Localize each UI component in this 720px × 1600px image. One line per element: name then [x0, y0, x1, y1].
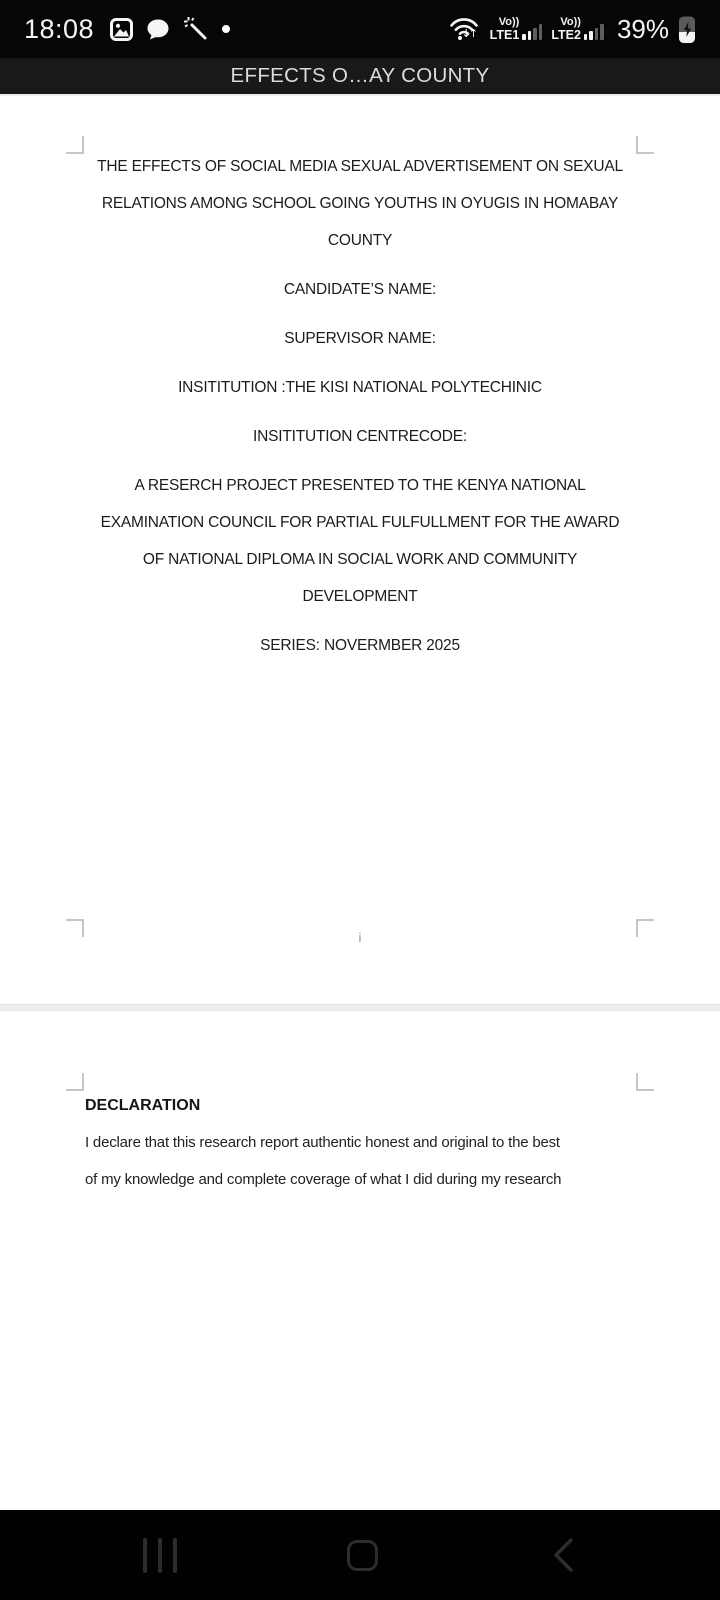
document-page-1	[0, 96, 720, 1004]
text-line: of my knowledge and complete coverage of what I did during my research	[85, 1171, 562, 1188]
page-break-gap	[0, 1004, 720, 1011]
text-line: I declare that this research report authentic honest and original to the best	[85, 1134, 560, 1151]
wifi-icon	[449, 16, 481, 42]
text-line: OF NATIONAL DIPLOMA IN SOCIAL WORK AND COMMUNITY	[142, 551, 578, 568]
project-statement	[0, 467, 720, 615]
sim1-network-labels	[490, 17, 520, 42]
notification-dot-icon	[222, 25, 230, 33]
back-button[interactable]	[550, 1537, 576, 1573]
sim1-volte-label: Vo))	[498, 15, 520, 28]
battery-percent: 39%	[616, 13, 669, 44]
text-line: THE EFFECTS OF SOCIAL MEDIA SEXUAL ADVERTISEMENT ON SEXUAL	[97, 158, 623, 175]
supervisor-name-line	[0, 320, 720, 357]
recents-bar-icon	[143, 1538, 147, 1573]
sim2-signal-icon	[584, 24, 604, 40]
sim1-network	[490, 17, 543, 42]
battery-charging-icon	[678, 14, 696, 44]
home-button[interactable]	[347, 1540, 378, 1571]
wifi-traffic-arrows: ↓↑	[461, 27, 477, 40]
text-line: EXAMINATION COUNCIL FOR PARTIAL FULFULLMENT FOR THE AWARD	[100, 514, 620, 531]
recents-bar-icon	[173, 1538, 177, 1573]
sim1-signal-icon	[522, 24, 542, 40]
document-scroll-area[interactable]	[0, 94, 720, 1510]
system-status-icons	[449, 14, 696, 45]
status-bar	[0, 0, 720, 58]
app-title-bar[interactable]	[0, 58, 720, 94]
sim2-volte-label: Vo))	[560, 15, 581, 28]
text-line: SERIES: NOVERMBER 2025	[260, 637, 460, 654]
text-line: COUNTY	[327, 232, 393, 249]
text-line: SUPERVISOR NAME:	[284, 330, 436, 347]
text-line: RELATIONS AMONG SCHOOL GOING YOUTHS IN OYUGIS IN HOMABAY	[101, 195, 619, 212]
document-page-2	[0, 1011, 720, 1512]
declaration-section	[85, 1087, 645, 1198]
institution-line	[0, 369, 720, 406]
recents-bar-icon	[158, 1538, 162, 1573]
declaration-body	[85, 1124, 645, 1198]
text-line: CANDIDATE’S NAME:	[283, 281, 437, 298]
sim2-network-labels	[551, 17, 581, 42]
notification-icons	[110, 16, 230, 42]
recents-button[interactable]	[143, 1538, 177, 1573]
declaration-heading: DECLARATION	[85, 1097, 201, 1114]
status-clock: 18:08	[24, 13, 95, 44]
centre-code-line	[0, 418, 720, 455]
candidate-name-line	[0, 271, 720, 308]
magic-wand-icon	[183, 16, 209, 42]
chat-bubble-icon	[146, 18, 170, 41]
sim1-lte-label: LTE1	[489, 27, 520, 42]
text-boundary-mark-top-left	[66, 1073, 84, 1091]
title-paragraph	[0, 148, 720, 259]
title-page-text	[0, 148, 720, 676]
text-line: INSITITUTION :THE KISI NATIONAL POLYTECHINIC	[178, 379, 542, 396]
page-number: i	[358, 930, 362, 945]
series-line	[0, 627, 720, 664]
sim2-network	[551, 17, 604, 42]
document-title: EFFECTS O…AY COUNTY	[230, 64, 490, 87]
text-line: A RESERCH PROJECT PRESENTED TO THE KENYA NATIONAL	[134, 477, 586, 494]
text-line: INSITITUTION CENTRECODE:	[253, 428, 467, 445]
gallery-icon	[110, 18, 133, 41]
text-line: DEVELOPMENT	[302, 588, 418, 605]
sim2-lte-label: LTE2	[551, 27, 581, 42]
android-navigation-bar	[0, 1510, 720, 1600]
